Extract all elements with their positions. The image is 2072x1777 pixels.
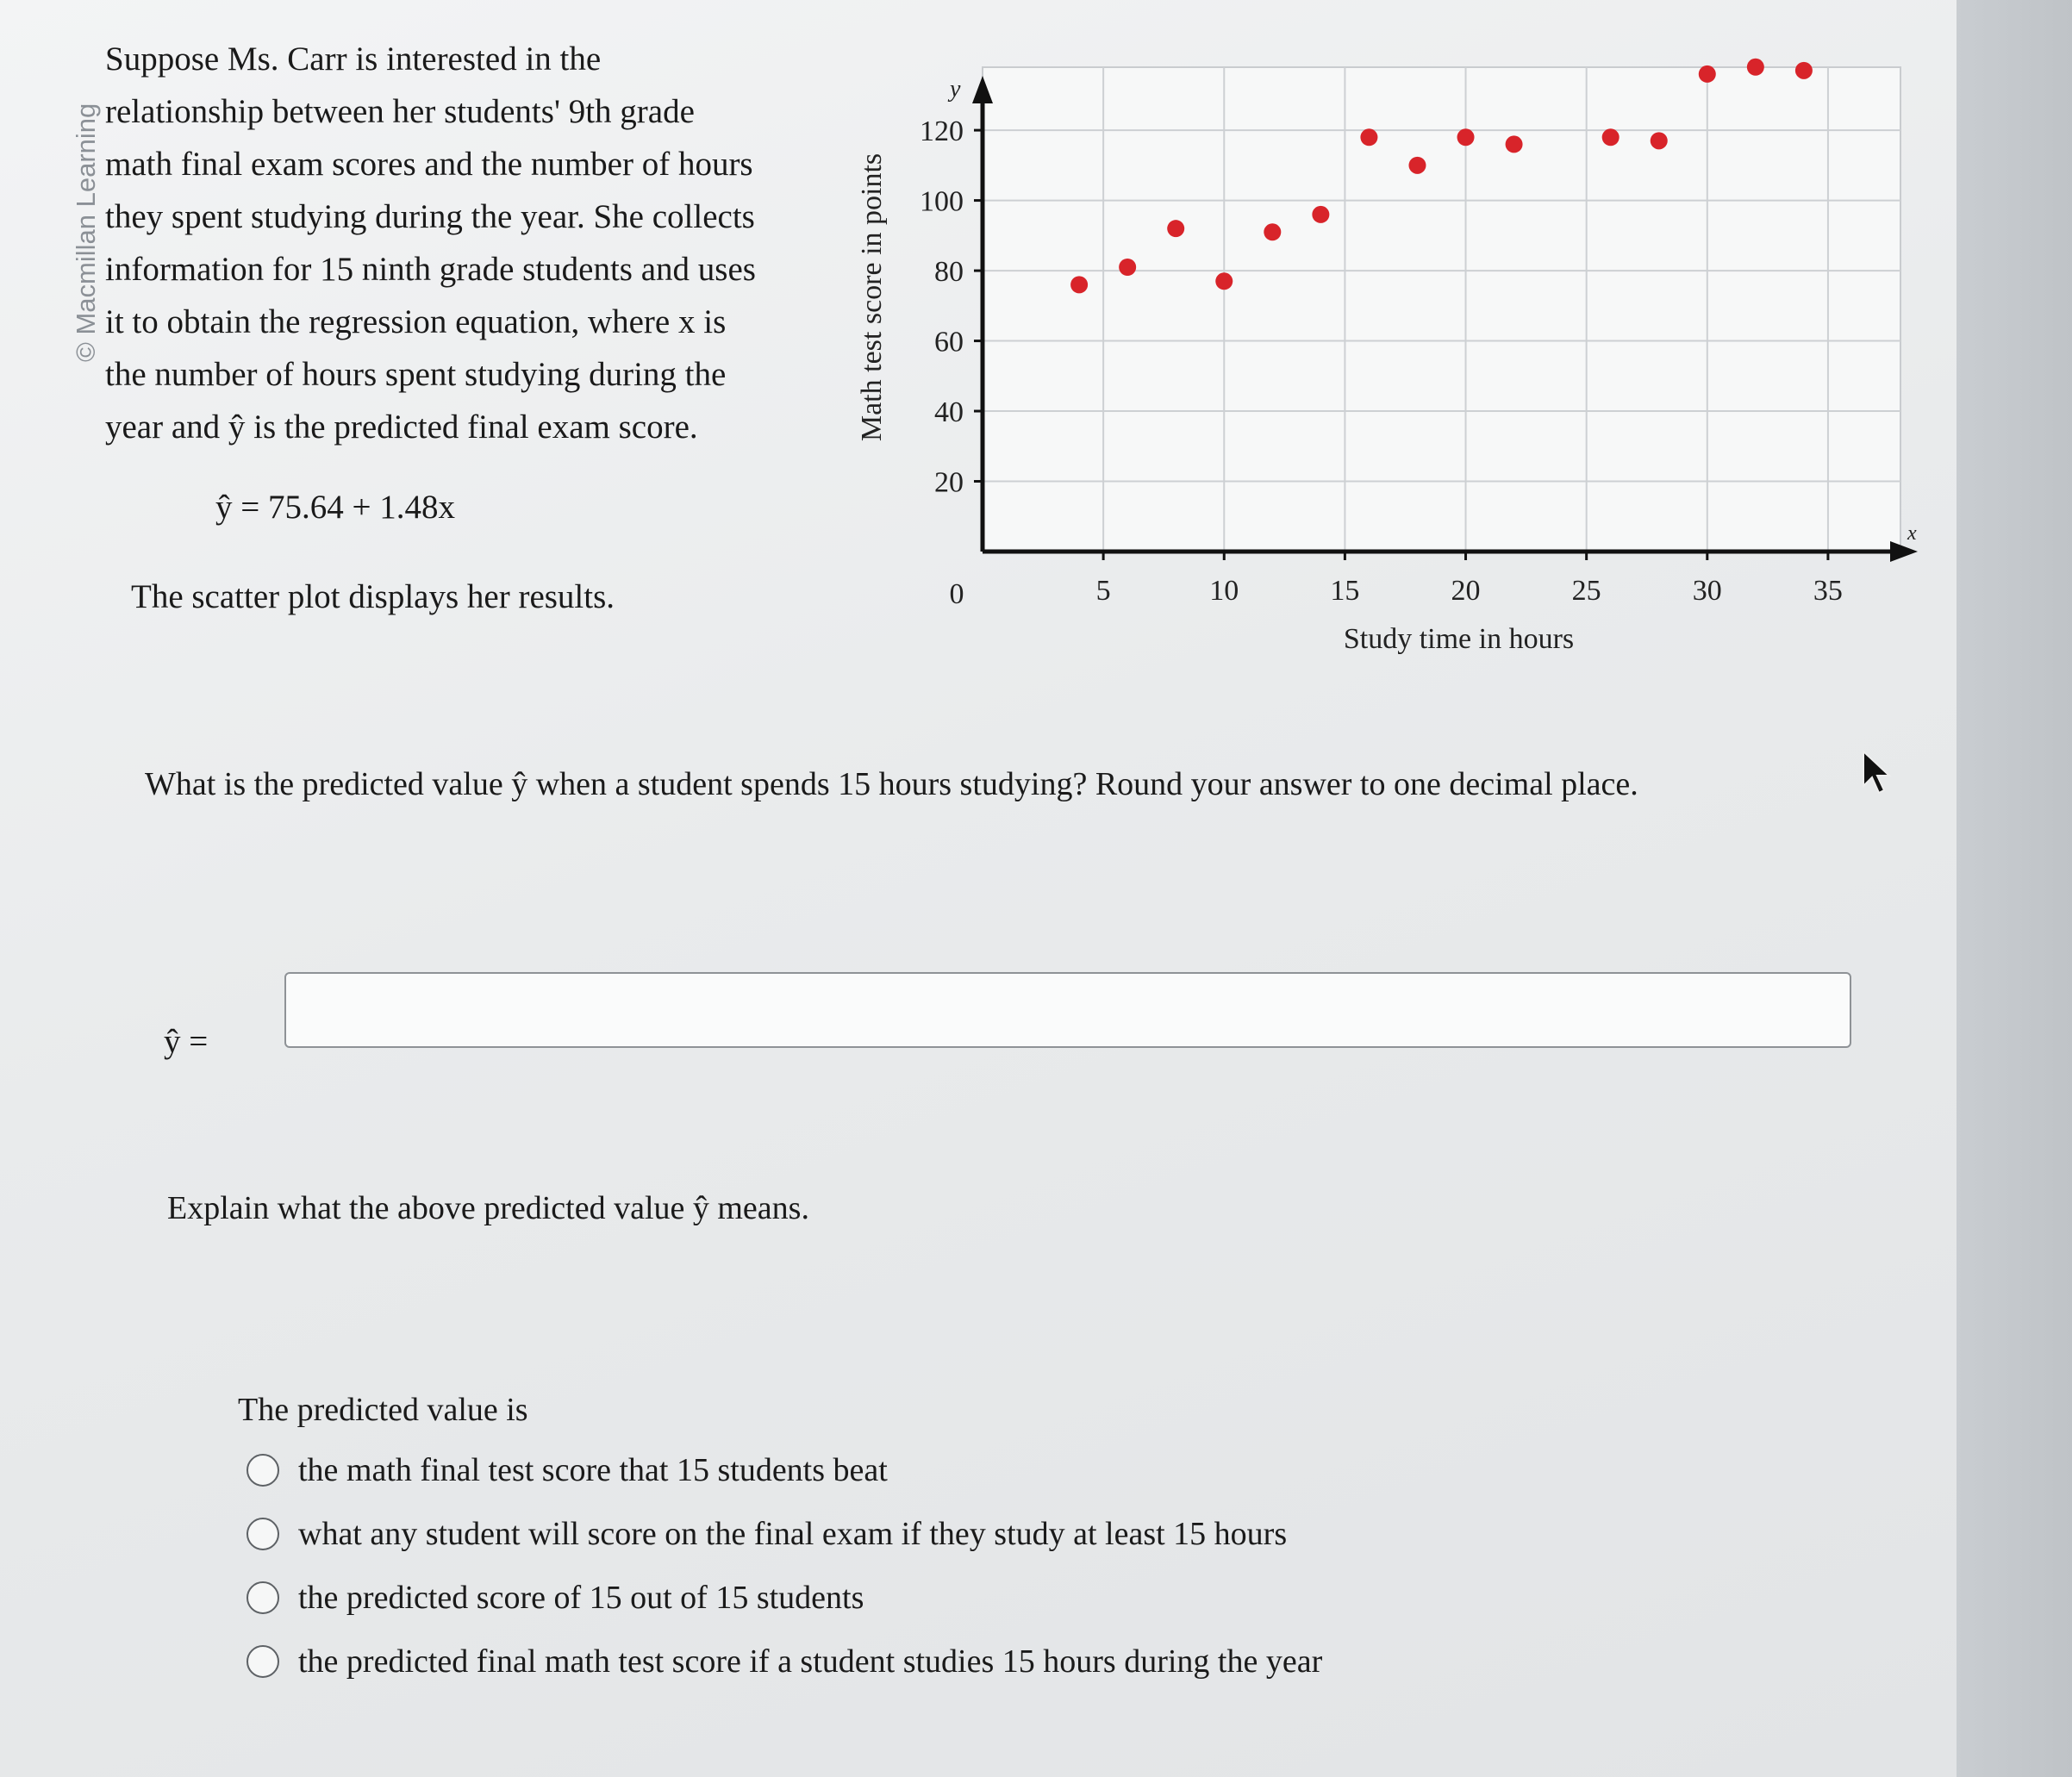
problem-line: year and ŷ is the predicted final exam score. (105, 408, 698, 446)
option-label: the predicted final math test score if a student studies 15 hours during the year (298, 1643, 1323, 1680)
x-tick-label: 15 (1330, 575, 1360, 607)
y-tick-label: 40 (934, 396, 964, 429)
explain-prompt: Explain what the above predicted value ŷ means. (167, 1190, 809, 1226)
answer-label: ŷ = (164, 1023, 209, 1060)
scatter-caption: The scatter plot displays her results. (131, 578, 615, 615)
screen-edge (1957, 0, 2072, 1777)
question-text: What is the predicted value ŷ when a student spends 15 hours studying? Round your answer to one decimal place. (145, 766, 1638, 802)
radio-button-icon[interactable] (247, 1518, 279, 1550)
data-point (1651, 132, 1668, 149)
option-any-student-at-least-15-hours[interactable] (247, 1515, 1322, 1553)
radio-button-icon[interactable] (247, 1454, 279, 1487)
data-point (1747, 59, 1764, 76)
x-axis-letter: x (1907, 522, 1917, 545)
x-axis-title: Study time in hours (1343, 623, 1575, 655)
data-point (1360, 128, 1377, 146)
data-point (1070, 276, 1088, 293)
mouse-pointer-icon (1860, 750, 1894, 798)
x-tick-label: 10 (1209, 575, 1239, 607)
y-axis-title: Math test score in points (856, 153, 888, 442)
x-tick-label: 25 (1571, 575, 1601, 607)
x-tick-label: 20 (1451, 575, 1481, 607)
answer-options (247, 1451, 1322, 1706)
data-point (1506, 135, 1523, 153)
data-point (1264, 223, 1281, 240)
problem-statement (105, 33, 821, 453)
option-predicted-score-15-hours[interactable] (247, 1643, 1322, 1680)
regression-equation: ŷ = 75.64 + 1.48x (215, 489, 455, 526)
radio-button-icon[interactable] (247, 1645, 279, 1678)
problem-line: they spent studying during the year. She collects (105, 198, 755, 235)
data-point (1408, 157, 1426, 174)
answer-input[interactable] (284, 972, 1851, 1048)
plot-area (983, 67, 1900, 552)
problem-line: information for 15 ninth grade students and uses (105, 251, 756, 288)
problem-line: relationship between her students' 9th grade (105, 93, 695, 130)
y-tick-label: 20 (934, 466, 964, 499)
data-point (1312, 206, 1329, 223)
data-point (1215, 272, 1233, 290)
x-tick-label: 5 (1095, 575, 1111, 607)
problem-line: Suppose Ms. Carr is interested in the (105, 41, 602, 78)
data-point (1602, 128, 1620, 146)
radio-button-icon[interactable] (247, 1581, 279, 1614)
problem-line: math final exam scores and the number of hours (105, 146, 753, 183)
problem-line: the number of hours spent studying during the (105, 356, 727, 393)
x-tick-label: 35 (1813, 575, 1843, 607)
option-15-out-of-15[interactable] (247, 1579, 1322, 1617)
data-point (1457, 128, 1475, 146)
y-tick-label: 60 (934, 326, 964, 359)
data-point (1119, 259, 1136, 276)
y-tick-label: 120 (920, 115, 964, 148)
y-tick-label: 80 (934, 256, 964, 289)
y-axis-letter: y (950, 76, 961, 103)
option-label: the predicted score of 15 out of 15 students (298, 1580, 864, 1616)
origin-label: 0 (949, 578, 964, 610)
option-15-students-beat[interactable] (247, 1451, 1322, 1489)
copyright-watermark: © Macmillan Learning (71, 103, 101, 362)
scatter-plot (845, 52, 1917, 672)
data-point (1167, 220, 1184, 237)
data-point (1699, 65, 1716, 83)
x-tick-label: 30 (1692, 575, 1722, 607)
predicted-value-prompt: The predicted value is (238, 1392, 528, 1428)
option-label: what any student will score on the final exam if they study at least 15 hours (298, 1516, 1288, 1552)
data-point (1795, 62, 1813, 79)
option-label: the math final test score that 15 students beat (298, 1452, 888, 1488)
y-tick-label: 100 (920, 185, 964, 218)
problem-line: it to obtain the regression equation, where x is (105, 303, 727, 340)
